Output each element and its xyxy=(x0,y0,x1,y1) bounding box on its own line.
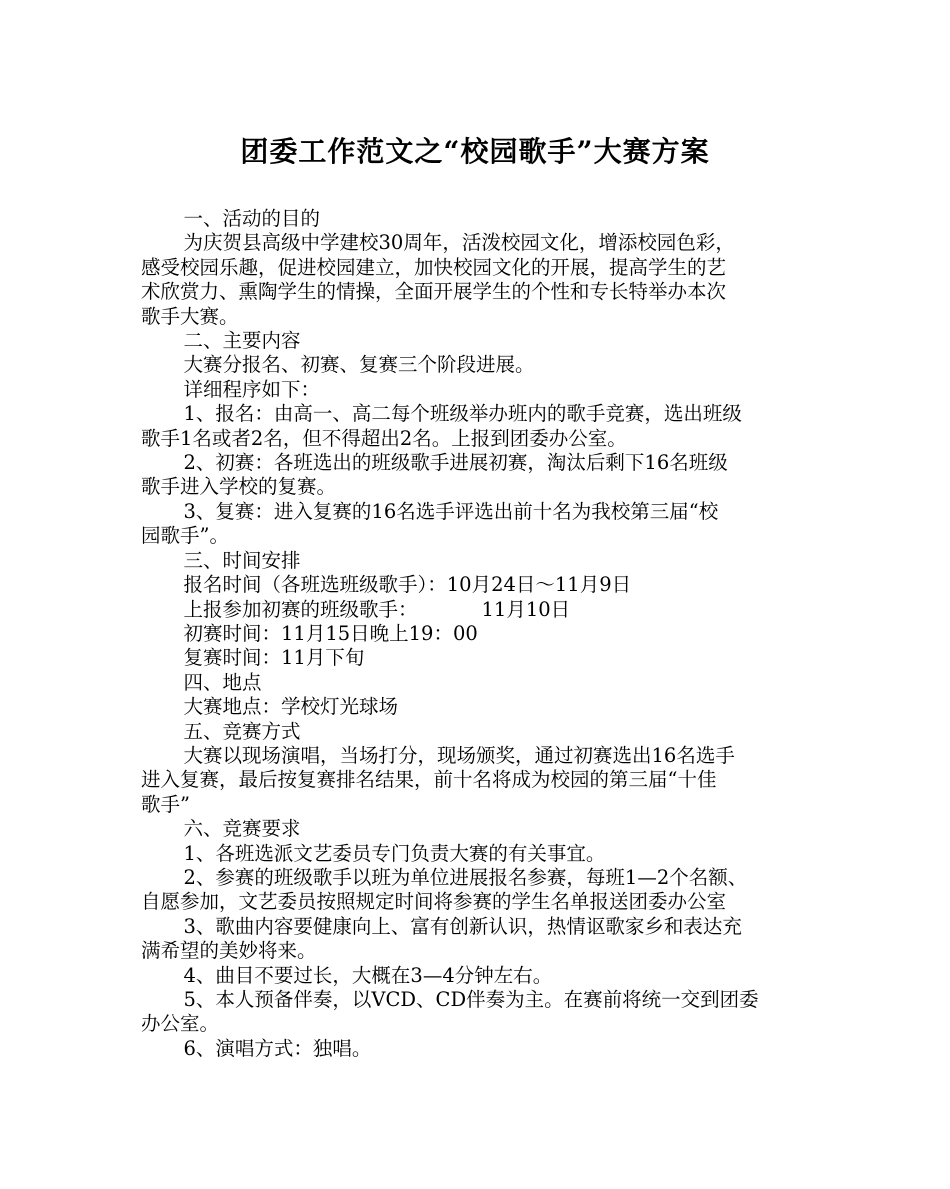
requirement-item-3: 3、歌曲内容要健康向上、富有创新认识，热情讴歌家乡和表达充 满希望的美妙将来。 xyxy=(141,914,742,963)
paragraph-format: 大赛以现场演唱，当场打分，现场颁奖，通过初赛选出16名选手 进入复赛，最后按复赛排名结果，前十名将成为校园的第三届“十佳 歌手” xyxy=(141,743,735,816)
section-heading-schedule: 三、时间安排 xyxy=(183,548,301,572)
document-body xyxy=(141,207,831,1061)
document-title: 团委工作范文之“校园歌手”大赛方案 xyxy=(240,135,710,168)
paragraph-purpose: 为庆贺县高级中学建校30周年，活泼校园文化，增添校园色彩， 感受校园乐趣，促进校园建立，加快校园文化的开展，提高学生的艺 术欣赏力、熏陶学生的情操，全面开展学生的个性和专长特举办本次 歌手大赛。 xyxy=(141,231,735,328)
section-heading-requirements: 六、竞赛要求 xyxy=(183,817,301,841)
list-item-preliminary: 2、初赛：各班选出的班级歌手进展初赛，淘汰后剩下16名班级 歌手进入学校的复赛。 xyxy=(141,451,728,499)
paragraph-stages: 大赛分报名、初赛、复赛三个阶段进展。 xyxy=(183,353,535,377)
requirement-item-2: 2、参赛的班级歌手以班为单位进展报名参赛，每班1—2个名额、 自愿参加，文艺委员按照规定时间将参赛的学生名单报送团委办公室 xyxy=(141,865,748,914)
section-heading-format: 五、竞赛方式 xyxy=(183,719,301,743)
section-heading-main-content: 二、主要内容 xyxy=(183,329,301,353)
schedule-submission-label: 上报参加初赛的班级歌手： xyxy=(183,597,418,621)
section-heading-purpose: 一、活动的目的 xyxy=(183,207,321,230)
schedule-registration: 报名时间（各班选班级歌手）：10月24日～11月9日 xyxy=(183,573,632,597)
schedule-submission-date: 11月10日 xyxy=(481,597,571,621)
requirement-item-1: 1、各班选派文艺委员专门负责大赛的有关事宜。 xyxy=(183,841,606,865)
section-heading-venue: 四、地点 xyxy=(183,670,262,694)
paragraph-procedure: 详细程序如下： xyxy=(183,377,321,401)
venue-line: 大赛地点：学校灯光球场 xyxy=(183,695,399,719)
list-item-registration: 1、报名：由高一、高二每个班级举办班内的歌手竞赛，选出班级 歌手1名或者2名，但不得超出2名。上报到团委办公室。 xyxy=(141,402,742,450)
requirement-item-4: 4、曲目不要过长，大概在3—4分钟左右。 xyxy=(183,963,553,987)
requirement-item-6: 6、演唱方式：独唱。 xyxy=(183,1036,372,1060)
schedule-preliminary: 初赛时间：11月15日晚上19：00 xyxy=(183,621,478,645)
schedule-semifinal: 复赛时间：11月下旬 xyxy=(183,646,365,670)
requirement-item-5: 5、本人预备伴奏，以VCD、CD伴奏为主。在赛前将统一交到团委 办公室。 xyxy=(141,988,759,1036)
schedule-submission xyxy=(141,598,831,622)
list-item-semifinal: 3、复赛：进入复赛的16名选手评选出前十名为我校第三届“校 园歌手”。 xyxy=(141,499,719,548)
